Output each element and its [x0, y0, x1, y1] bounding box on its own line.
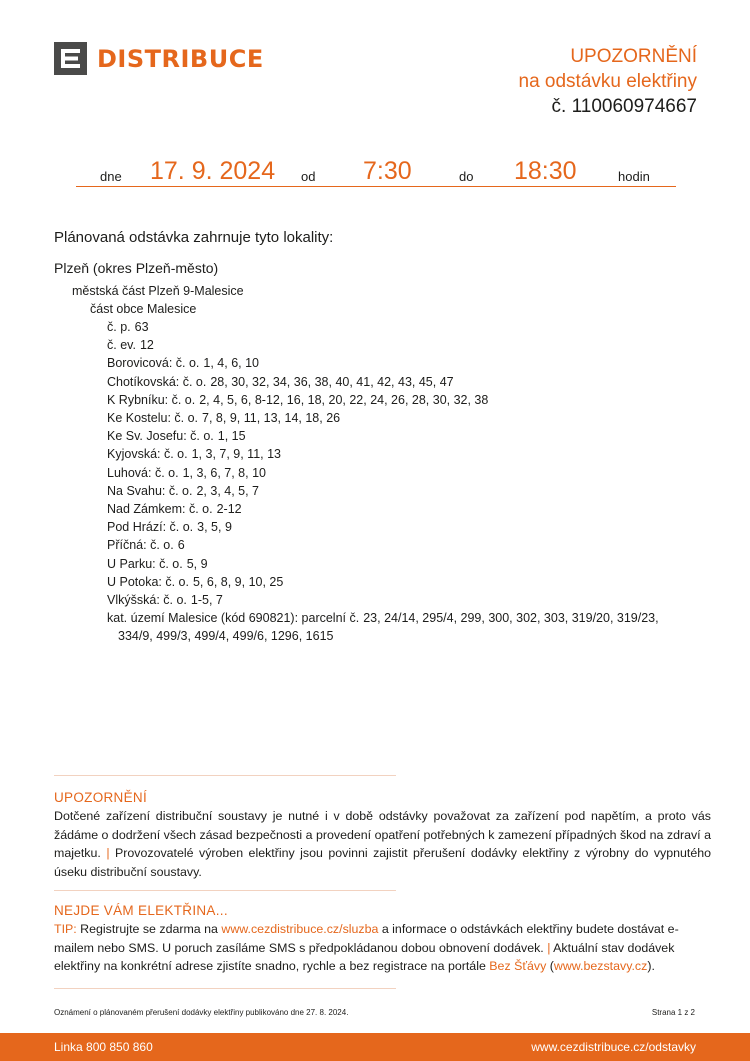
municipality-part-line — [90, 300, 196, 318]
registration-link[interactable]: www.cezdistribuce.cz/sluzba — [221, 922, 379, 936]
divider — [54, 775, 396, 776]
footer-phone: Linka 800 850 860 — [54, 1040, 153, 1054]
published-note: Oznámení o plánovaném přerušení dodávky elektřiny publikováno dne 27. 8. 2024. — [54, 1008, 349, 1017]
divider — [54, 988, 396, 989]
page-number: Strana 1 z 2 — [651, 1008, 695, 1017]
footer-url-link[interactable]: www.cezdistribuce.cz/odstavky — [531, 1040, 696, 1054]
list-item: U Parku: č. o. 5, 9 — [107, 556, 208, 571]
notice-subtitle: na odstávku elektřiny — [518, 71, 697, 92]
notice-number: č. 110060974667 — [551, 96, 697, 117]
tip-title: NEJDE VÁM ELEKTŘINA... — [54, 903, 228, 918]
cez-logo-icon — [54, 42, 87, 75]
cadastral-item-cont: 334/9, 499/3, 499/4, 499/6, 1296, 1615 — [118, 629, 334, 644]
district-label: městská část — [72, 284, 145, 298]
list-item: Chotíkovská: č. o. 28, 30, 32, 34, 36, 38, 40, 41, 42, 43, 45, 47 — [107, 374, 454, 389]
tip-text: TIP: Registrujte se zdarma na www.cezdistribuce.cz/sluzba a informace o odstávkách elektřiny budete dostávat e-mailem nebo SMS. U poruch zasíláme SMS s předpokládanou dobou obnovení dodávek. | Aktuální stav dodávek elektřiny na konkrétní adrese zjistíte snadno, rychle a bez registrace na portále Bez Šťávy (www.bezstavy.cz). — [54, 922, 679, 973]
municipality-part-label: část obce — [90, 302, 144, 316]
city-name: Plzeň (okres Plzeň-město) — [54, 260, 219, 276]
list-item: Nad Zámkem: č. o. 2-12 — [107, 502, 242, 517]
hours-label: hodin — [618, 169, 650, 184]
footer-bar — [0, 1033, 750, 1061]
list-item: Ke Kostelu: č. o. 7, 8, 9, 11, 13, 14, 18, 26 — [107, 411, 341, 426]
warning-title: UPOZORNĚNÍ — [54, 790, 148, 805]
to-label: do — [459, 169, 474, 184]
logo-text: DISTRIBUCE — [97, 44, 264, 73]
list-item: Luhová: č. o. 1, 3, 6, 7, 8, 10 — [107, 465, 266, 480]
municipality-part-name: Malesice — [147, 302, 197, 316]
bezstavy-url-link[interactable]: www.bezstavy.cz — [553, 959, 648, 973]
date-label: dne — [100, 169, 122, 184]
outage-from: 7:30 — [363, 157, 412, 185]
list-item: Pod Hrází: č. o. 3, 5, 9 — [107, 520, 232, 535]
district-line — [72, 282, 244, 300]
cadastral-item: kat. území Malesice (kód 690821): parcelní č. 23, 24/14, 295/4, 299, 300, 302, 303, 319/20, 319/23, — [107, 611, 659, 626]
list-item: Kyjovská: č. o. 1, 3, 7, 9, 11, 13 — [107, 447, 282, 462]
list-item: č. ev. 12 — [107, 338, 154, 353]
list-item: č. p. 63 — [107, 320, 149, 334]
outage-to: 18:30 — [514, 157, 577, 185]
notice-title: UPOZORNĚNÍ — [570, 46, 697, 67]
from-label: od — [301, 169, 316, 184]
bez-stavy-link[interactable]: Bez Šťávy — [489, 959, 547, 973]
street-list — [107, 318, 659, 646]
list-item: U Potoka: č. o. 5, 6, 8, 9, 10, 25 — [107, 574, 284, 589]
notice-header — [519, 44, 698, 119]
intro-text: Plánovaná odstávka zahrnuje tyto lokality: — [54, 229, 334, 246]
list-item: K Rybníku: č. o. 2, 4, 5, 6, 8-12, 16, 18, 20, 22, 24, 26, 28, 30, 32, 38 — [107, 392, 489, 407]
divider — [54, 890, 396, 891]
list-item: Ke Sv. Josefu: č. o. 1, 15 — [107, 429, 246, 444]
outage-time-row — [76, 157, 676, 187]
list-item: Příčná: č. o. 6 — [107, 538, 185, 553]
outage-date: 17. 9. 2024 — [150, 157, 276, 185]
list-item: Borovicová: č. o. 1, 4, 6, 10 — [107, 356, 260, 371]
company-logo — [54, 42, 264, 75]
warning-text: Dotčené zařízení distribuční soustavy je nutné i v době odstávky považovat za zařízení pod napětím, a proto vás žádáme o dodržení všech zásad bezpečnosti a provedení opatření potřebných k zamezení případných škod na zdraví a majetku. | Provozovatelé výroben elektřiny jsou povinni zajistit přerušení dodávky elektřiny z výrobny do vypnutého úseku distribuční soustavy. — [54, 809, 711, 879]
list-item: Na Svahu: č. o. 2, 3, 4, 5, 7 — [107, 483, 260, 498]
district-name: Plzeň 9-Malesice — [148, 284, 244, 298]
list-item: Vlkýšská: č. o. 1-5, 7 — [107, 593, 223, 608]
